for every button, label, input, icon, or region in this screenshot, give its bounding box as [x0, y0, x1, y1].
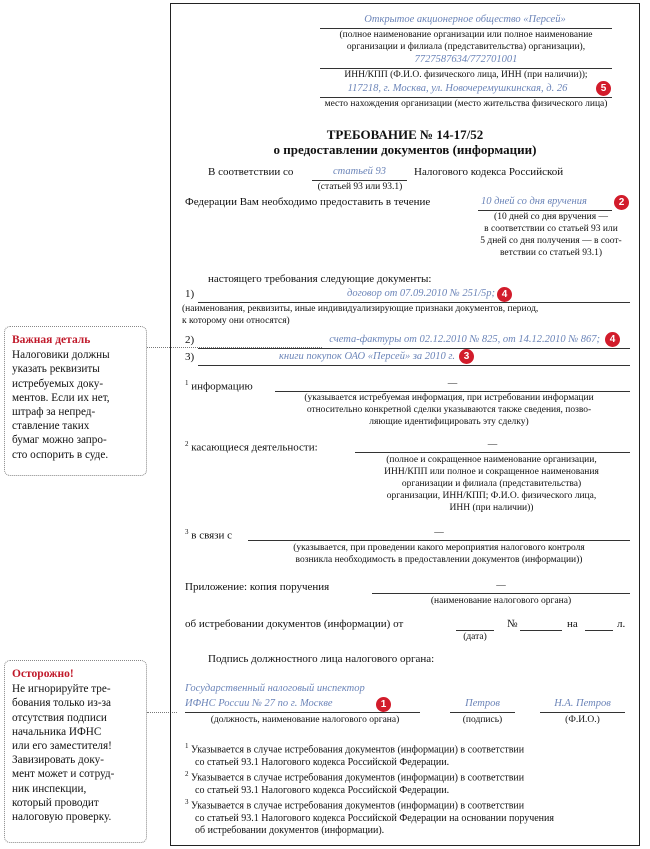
page-title: ТРЕБОВАНИЕ № 14-17/52: [326, 127, 484, 142]
footnote-3: [185, 796, 640, 838]
signature-sign-caption: (подпись): [462, 715, 503, 725]
signature-heading: Подпись должностного лица налогового органа:: [208, 653, 435, 665]
article-caption: (статьей 93 или 93.1): [317, 182, 403, 192]
badge-3: 3: [459, 349, 474, 364]
item2-line: [198, 348, 630, 349]
info-label: [185, 379, 253, 393]
item3-value: книги покупок ОАО «Персей» за 2010 г.: [279, 351, 455, 362]
activity-caption-4: организации, ИНН/КПП; Ф.И.О. физического лица,: [386, 491, 597, 501]
signature-position-caption: (должность, наименование налогового органа): [210, 715, 400, 725]
note-line: сто оспорить в суде.: [12, 448, 109, 461]
reason-value: —: [434, 528, 444, 538]
footnote-3-line-a: Указывается в случае истребования документов (информации) в соответствии: [191, 800, 525, 812]
note-line: ник инспекции,: [12, 782, 87, 795]
activity-label-text: касающиеся деятельности:: [191, 441, 318, 454]
item1-caption-2: к которому они относятся): [182, 316, 290, 326]
signature-sign-line: [450, 712, 515, 713]
note-line: бумаг можно запро-: [12, 434, 107, 447]
item2-value: счета-фактуры от 02.12.2010 № 825, от 14.12.2010 № 867;: [329, 334, 600, 345]
note-line: начальника ИФНС: [12, 725, 102, 738]
note-line: или его заместителя!: [12, 740, 112, 753]
activity-caption-5: ИНН (при наличии)): [449, 503, 534, 513]
item1-value: договор от 07.09.2010 № 251/5р;: [347, 288, 495, 299]
note-line: Завизировать доку-: [12, 754, 104, 767]
info-label-text: информацию: [191, 380, 253, 393]
item3-line: [198, 365, 630, 366]
activity-value: —: [487, 440, 498, 450]
request-l: л.: [617, 618, 626, 630]
item1-caption-1: (наименования, реквизиты, иные индивидуализирующие признаки документов, период,: [182, 304, 539, 314]
note-careful: [4, 660, 147, 843]
footnote-ref-3: 3: [185, 528, 189, 536]
appendix-caption: (наименование налогового органа): [430, 596, 572, 606]
appendix-label: Приложение: копия поручения: [185, 581, 330, 593]
note-line: Налоговики должны: [12, 349, 110, 362]
footnote-1-line-b: со статьей 93.1 Налогового кодекса Российской Федерации.: [195, 756, 450, 768]
federation-text: Федерации Вам необходимо предоставить в течение: [185, 196, 431, 208]
note-line: мент может и сотруд-: [12, 768, 115, 781]
info-caption-1: (указывается истребуемая информация, при истребовании информации: [304, 393, 594, 403]
footnote-3-mark: 3: [185, 798, 189, 806]
info-caption-3: ляющие идентифицировать эту сделку): [369, 417, 529, 427]
reason-label: [185, 528, 232, 542]
signature-fio-value: Н.А. Петров: [554, 698, 611, 709]
footnote-2: [185, 768, 635, 797]
request-no-line: [520, 630, 562, 631]
activity-caption-2: ИНН/КПП или полное и сокращенное наименования: [384, 467, 599, 477]
note-line: отсутствия подписи: [12, 711, 107, 724]
org-address-caption: место нахождения организации (место жительства физического лица): [324, 99, 608, 109]
according-prefix: В соответствии со: [208, 166, 294, 178]
signature-fio-caption: (Ф.И.О.): [565, 715, 600, 725]
term-value: 10 дней со дня вручения: [481, 196, 587, 207]
appendix-value: —: [496, 581, 506, 591]
reason-caption-2: возникла необходимость в предоставлении документов (информации)): [295, 555, 583, 565]
note-line: бования только из-за: [12, 697, 111, 710]
reason-line: [248, 540, 630, 541]
footnote-1-line-a: Указывается в случае истребования документов (информации) в соответствии: [191, 744, 525, 756]
footnote-2-line-a: Указывается в случае истребования документов (информации) в соответствии: [191, 772, 525, 784]
note-important-text: [12, 348, 139, 462]
term-caption-2: в соответствии со статьей 93 или: [484, 224, 618, 234]
footnote-2-line-b: со статьей 93.1 Налогового кодекса Российской Федерации.: [195, 784, 450, 796]
footnote-ref-2: 2: [185, 440, 189, 448]
signature-position-1: Государственный налоговый инспектор: [185, 683, 365, 694]
signature-fio-line: [540, 712, 625, 713]
note-important-title: Важная деталь: [12, 334, 91, 346]
note-line: штраф за непред-: [12, 406, 96, 419]
term-caption-1: (10 дней со дня вручения —: [494, 212, 608, 222]
activity-caption-3: организации и филиала (представительства): [401, 479, 582, 489]
request-text: об истребовании документов (информации) от: [185, 618, 404, 630]
note-line: ментов. Если их нет,: [12, 391, 110, 404]
request-on: на: [567, 618, 578, 630]
org-name-caption-1: (полное наименование организации или полное наименование: [339, 30, 593, 40]
note-line: ставление таких: [12, 420, 90, 433]
badge-4b: 4: [605, 332, 620, 347]
org-name-value: Открытое акционерное общество «Персей»: [364, 14, 566, 25]
item1-num: 1): [185, 288, 195, 300]
note-important: [4, 326, 147, 476]
signature-sign-value: Петров: [465, 698, 500, 709]
according-suffix: Налогового кодекса Российской: [414, 166, 564, 178]
item3-num: 3): [185, 351, 195, 363]
footnote-3-line-b: со статьей 93.1 Налогового кодекса Российской Федерации на основании поручения: [195, 812, 554, 824]
info-caption-2: относительно конкретной сделки указываются также сведения, позво-: [306, 405, 592, 415]
footnote-ref-1: 1: [185, 379, 189, 387]
info-value: —: [447, 379, 458, 389]
org-name-caption-2: организации и филиала (представительства) организации),: [346, 42, 586, 52]
term-caption-4: ветствии со статьей 93.1): [499, 248, 603, 258]
note-line: истребуемых доку-: [12, 377, 104, 390]
item2-num: 2): [185, 334, 195, 346]
footnote-1-mark: 1: [185, 742, 189, 750]
badge-1: 1: [376, 697, 391, 712]
signature-position-2: ИФНС России № 27 по г. Москве: [185, 698, 333, 709]
footnote-2-mark: 2: [185, 770, 189, 778]
signature-position-line: [185, 712, 420, 713]
badge-2: 2: [614, 195, 629, 210]
term-caption-3: 5 дней со дня получения — в соот-: [480, 236, 622, 246]
activity-caption-1: (полное и сокращенное наименование организации,: [386, 455, 597, 465]
reason-label-text: в связи с: [191, 529, 233, 542]
note-careful-text: [12, 682, 139, 824]
org-inn-caption: ИНН/КПП (Ф.И.О. физического лица, ИНН (при наличии));: [344, 70, 588, 80]
docs-intro: настоящего требования следующие документы:: [208, 273, 432, 285]
page-subtitle: о предоставлении документов (информации): [273, 142, 537, 157]
activity-line: [355, 452, 630, 453]
request-pages-line: [585, 630, 613, 631]
note-line: Не игнорируйте тре-: [12, 683, 111, 696]
appendix-line: [372, 593, 630, 594]
badge-4a: 4: [497, 287, 512, 302]
org-address-value: 117218, г. Москва, ул. Новочеремушкинская, д. 26: [347, 83, 568, 94]
footnote-1: [185, 740, 635, 769]
date-caption: (дата): [463, 632, 487, 642]
reason-caption-1: (указывается, при проведении какого мероприятия налогового контроля: [293, 543, 585, 553]
note-line: налоговую проверку.: [12, 811, 112, 824]
article-value: статьей 93: [332, 166, 387, 177]
org-inn-value: 7727587634/772701001: [414, 54, 518, 65]
badge-5: 5: [596, 81, 611, 96]
note-line: указать реквизиты: [12, 363, 100, 376]
note-careful-title: Осторожно!: [12, 668, 74, 680]
activity-label: [185, 440, 318, 454]
note-line: который проводит: [12, 796, 99, 809]
footnote-3-line-c: об истребовании документов (информации).: [195, 825, 385, 837]
request-no: №: [507, 618, 518, 630]
